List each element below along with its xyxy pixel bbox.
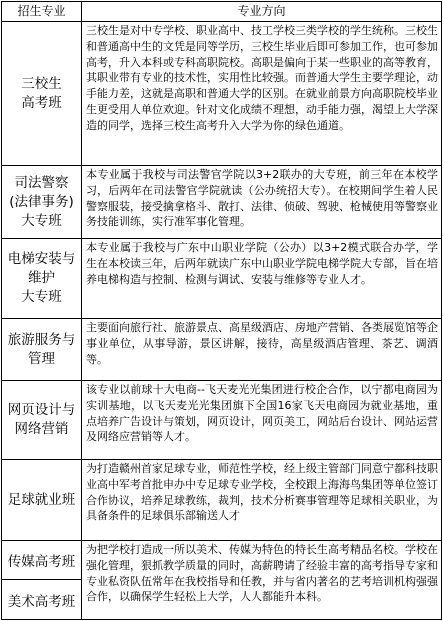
table-row bbox=[2, 22, 441, 166]
table-row bbox=[2, 460, 441, 541]
major-description: 为打造赣州首家足球专业，师范性学校，经上级主管部门同意宁都科技职业高中军考首批申办中专足球专业学校，全校跟上海海鸟集团等单位签订合作协议，培养足球教练，裁判，技术分析赛事管理等足球相关职业，为具备条件的足球俱乐部输送人才 bbox=[86, 462, 438, 523]
major-description: 该专业以前球十大电商--飞天麦光光集团进行校企合作，以宁都电商园为实训基地，以飞天麦光光集团旗下全国16家飞天电商园为就业基地，重点培养广告设计与策划，网页设计，网页美工，网站后台设计、网站运营及网络应营销等人才。 bbox=[86, 383, 438, 444]
major-name: 电梯安装与 维护 大专班 bbox=[2, 239, 82, 318]
table-row bbox=[2, 166, 441, 239]
major-name: 美术高考班 bbox=[7, 593, 76, 610]
table-header bbox=[2, 2, 441, 22]
major-name-group bbox=[2, 541, 82, 619]
enrollment-table bbox=[1, 1, 442, 620]
major-description: 主要面向旅行社、旅游景点、高星级酒店、房地产营销、各类展览馆等企事业单位，从事导游，景区讲解，接待，高星级酒店管理、茶艺、调酒等。 bbox=[86, 321, 438, 366]
major-description: 三校生是对中专学校、职业高中、技工学校三类学校的学生统称。三校生和普通高中生的文凭是同等学历，三校生毕业后即可参加工作，也可参加高考，升入本科或专科高职院校。高职是偏向于某一些职业的高等教育，其职业带有专业的技术性，实用性比较强。而普通大学生主要学理论，动手能力差，这就是高职和普通大学的区别。在就业前景方向高职院校毕业生更受用人单位欢迎。针对文化成绩不理想，动手能力强，渴望上大学深造的同学，选择三校生高考升入大学为你的绿色通道。 bbox=[86, 24, 438, 132]
table-row bbox=[2, 381, 441, 460]
major-name: 三校生 高考班 bbox=[2, 22, 82, 165]
major-name: 传媒高考班 bbox=[2, 541, 81, 580]
major-description: 本专业属于我校与司法警官学院以3+2联办的大专班，前三年在本校学习，后两年在司法警官学院就读（公办统招大专）。在校期间学生着人民警察服装，接受擒拿格斗、散打、法律、侦破、驾驶、枪械使用等警察业务技能训练，实行准军事化管理。 bbox=[86, 168, 438, 229]
major-name: 旅游服务与 管理 bbox=[2, 319, 82, 380]
major-description: 本专业属于我校与广东中山职业学院（公办）以3+2模式联合办学，学生在本校读三年，后两年就读广东中山职业学院电梯学院大专部，旨在培养电梯构造与控制、检测与调试、安装与维修等专业人才。 bbox=[86, 241, 438, 286]
major-name: 司法警察 (法律事务) 大专班 bbox=[2, 166, 82, 238]
table-row bbox=[2, 239, 441, 319]
major-name: 足球就业班 bbox=[2, 460, 82, 540]
header-direction: 专业方向 bbox=[237, 4, 286, 18]
header-major: 招生专业 bbox=[2, 2, 82, 21]
table-row bbox=[2, 319, 441, 381]
major-description: 为把学校打造成一所以美术、传媒为特色的特长生高考精品名校。学校在强化管理，狠抓教学质量的同时，高薪聘请了经验丰富的高考指导专家和专业私资队伍常年在我校指导和任教，并与省内著名的艺考培训机构强强合作，以确保学生轻松上大学，人人都能升本科。 bbox=[86, 543, 438, 604]
major-name: 网页设计与 网络营销 bbox=[2, 381, 82, 459]
table-row bbox=[2, 541, 441, 619]
